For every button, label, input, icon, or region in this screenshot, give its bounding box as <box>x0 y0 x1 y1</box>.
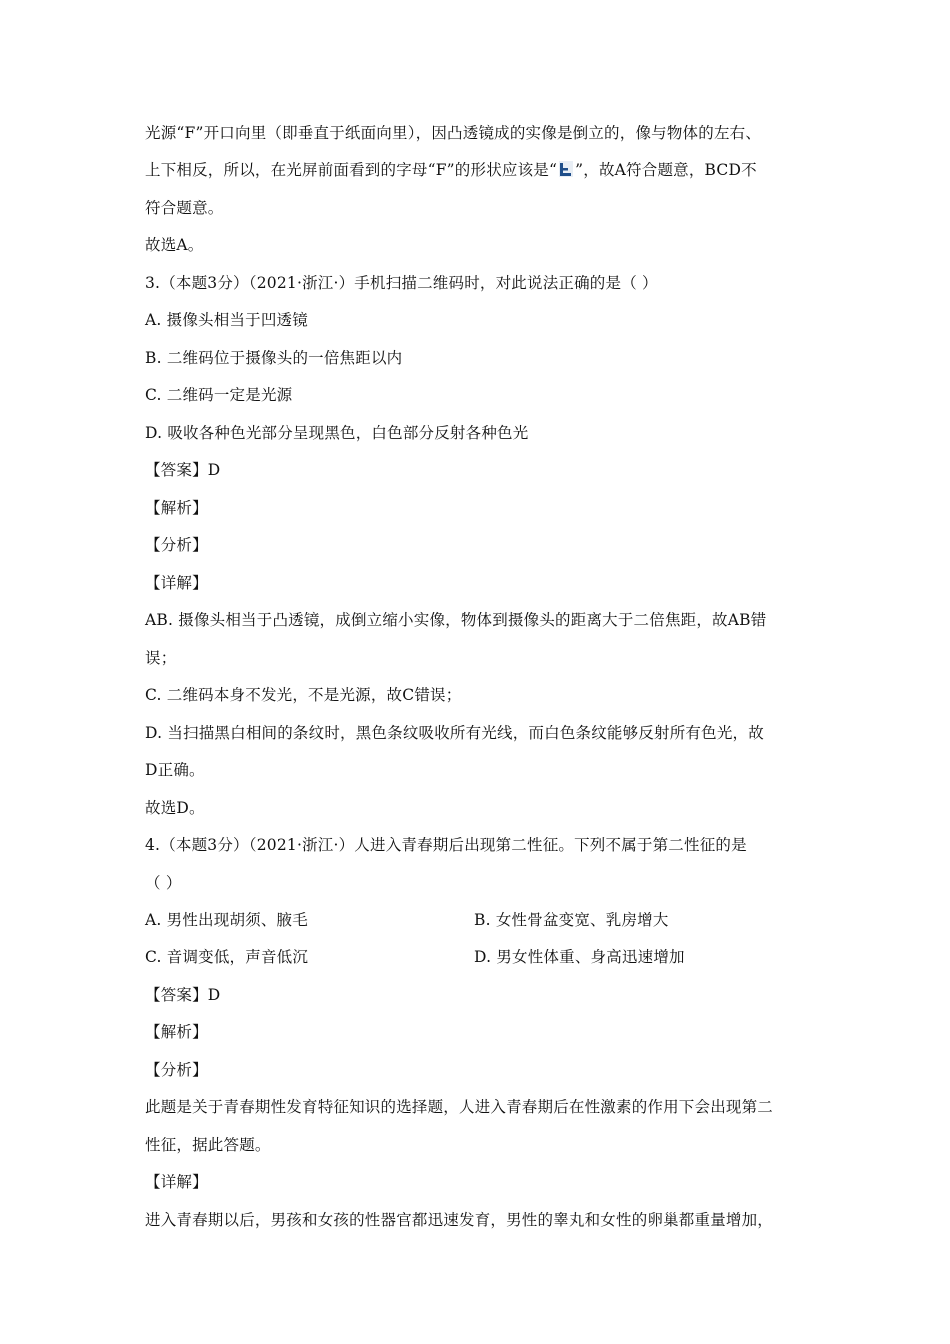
q3-option-c: C. 二维码一定是光源 <box>145 386 293 404</box>
q4-option-c: C. 音调变低，声音低沉 <box>145 948 309 966</box>
q4-stem: 4.（本题3分）（2021·浙江·）人进入青春期后出现第二性征。下列不属于第二性征的是 <box>145 836 747 854</box>
intro-line-3: 符合题意。 <box>145 199 224 217</box>
q3-answer: 【答案】D <box>145 461 221 479</box>
q3-detail-3a: D. 当扫描黑白相间的条纹时，黑色条纹吸收所有光线，而白色条纹能够反射所有色光，故 <box>145 724 764 742</box>
q4-analysis-b: 性征，据此答题。 <box>145 1136 271 1154</box>
q4-answer: 【答案】D <box>145 986 221 1004</box>
q4-option-d: D. 男女性体重、身高迅速增加 <box>474 948 685 966</box>
q4-analysis-a: 此题是关于青春期性发育特征知识的选择题，人进入青春期后在性激素的作用下会出现第二 <box>145 1098 774 1116</box>
intro-line-2 <box>145 159 815 181</box>
q3-detail-3b: D正确。 <box>145 761 205 779</box>
intro-conclusion: 故选A。 <box>145 236 204 254</box>
q4-jiexi-heading: 【解析】 <box>145 1023 208 1041</box>
q3-stem: 3.（本题3分）（2021·浙江·）手机扫描二维码时，对此说法正确的是（ ） <box>145 274 658 292</box>
q4-fenxi-heading: 【分析】 <box>145 1061 208 1079</box>
q3-detail-1b: 误； <box>145 649 177 667</box>
q3-detail-1a: AB. 摄像头相当于凸透镜，成倒立缩小实像，物体到摄像头的距离大于二倍焦距，故AB错 <box>145 611 767 629</box>
intro-line-1: 光源“F”开口向里（即垂直于纸面向里），因凸透镜成的实像是倒立的，像与物体的左右、 <box>145 124 762 142</box>
q4-option-b: B. 女性骨盆变宽、乳房增大 <box>474 911 669 929</box>
q4-xiangjie-heading: 【详解】 <box>145 1173 208 1191</box>
q3-conclusion: 故选D。 <box>145 799 205 817</box>
intro-line-2-after: ”，故A符合题意，BCD不 <box>575 161 757 179</box>
q3-option-a: A. 摄像头相当于凹透镜 <box>145 311 308 329</box>
inverted-f-glyph-icon <box>558 160 574 178</box>
q4-stem-paren: （ ） <box>145 874 182 892</box>
q4-detail-1: 进入青春期以后，男孩和女孩的性器官都迅速发育，男性的睾丸和女性的卵巢都重量增加， <box>145 1211 774 1229</box>
q3-option-d: D. 吸收各种色光部分呈现黑色，白色部分反射各种色光 <box>145 424 529 442</box>
intro-line-2-before: 上下相反，所以，在光屏前面看到的字母“F”的形状应该是“ <box>145 161 558 179</box>
q3-jiexi-heading: 【解析】 <box>145 499 208 517</box>
q3-xiangjie-heading: 【详解】 <box>145 574 208 592</box>
q4-option-a: A. 男性出现胡须、腋毛 <box>145 911 308 929</box>
q3-fenxi-heading: 【分析】 <box>145 536 208 554</box>
q3-option-b: B. 二维码位于摄像头的一倍焦距以内 <box>145 349 403 367</box>
q3-detail-2: C. 二维码本身不发光，不是光源，故C错误； <box>145 686 462 704</box>
